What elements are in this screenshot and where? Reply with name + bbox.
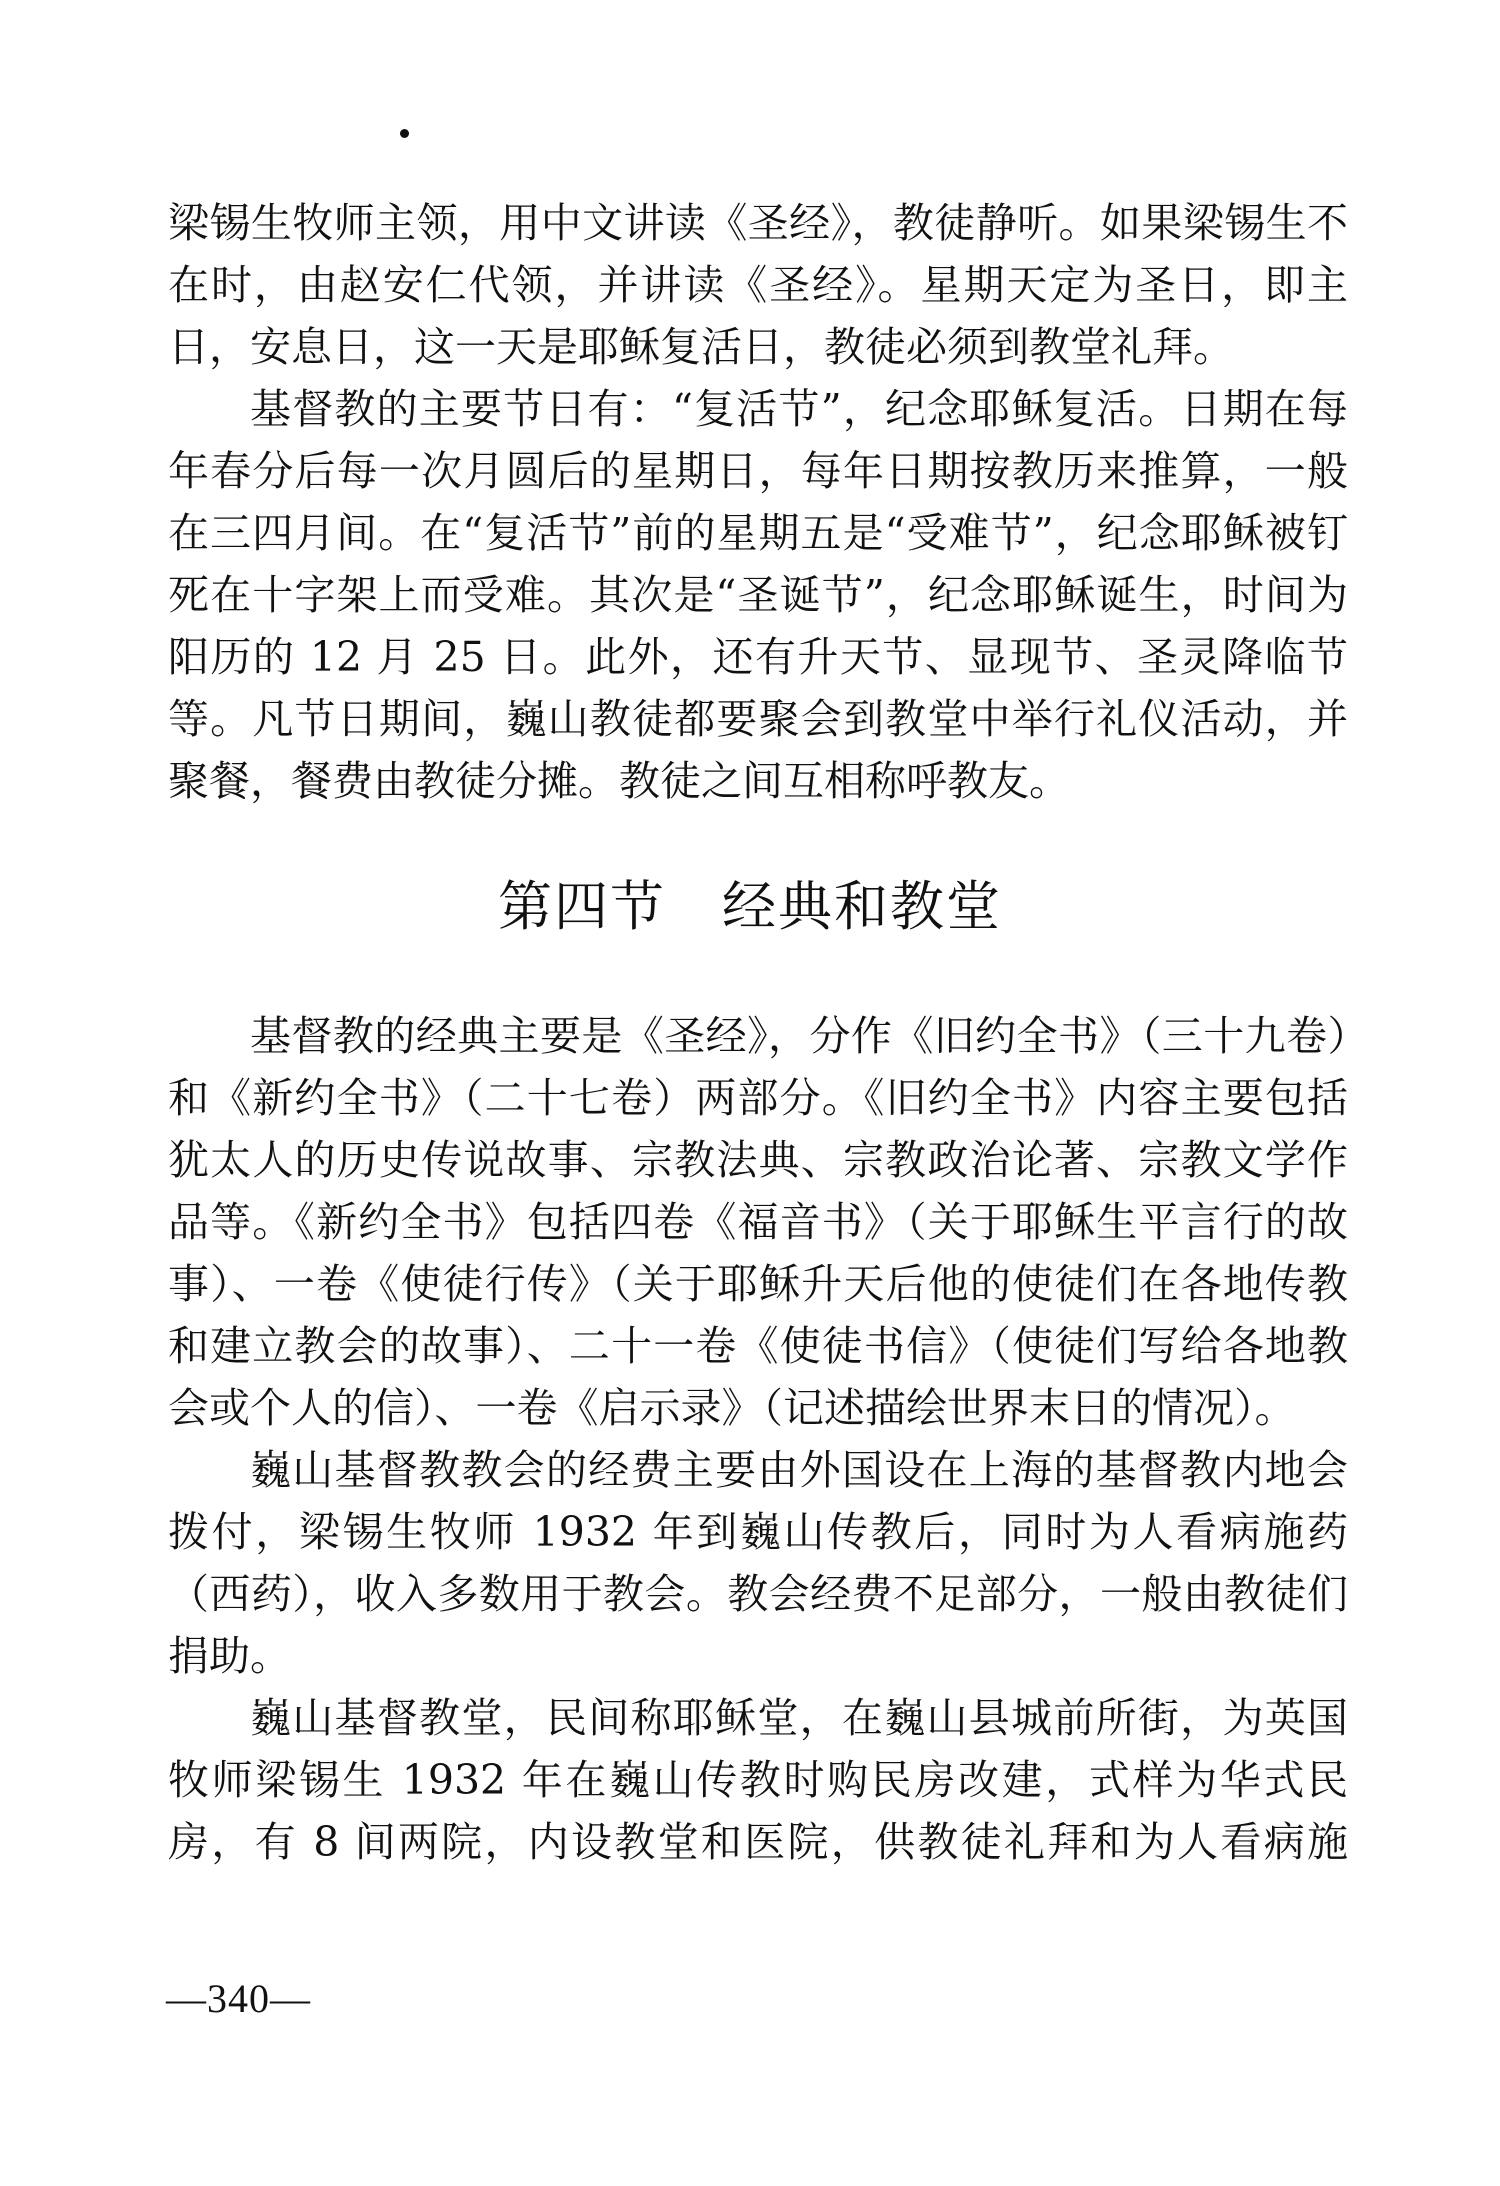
section-title: 第四节 经典和教堂	[498, 875, 1002, 938]
ink-dot	[400, 129, 409, 138]
paragraph: 基督教的经典主要是《圣经》，分作《旧约全书》（三十九卷）和《新约全书》（二十七卷）两部分。《旧约全书》内容主要包括犹太人的历史传说故事、宗教法典、宗教政治论著、宗教文学作品等。《新约全书》包括四卷《福音书》（关于耶稣生平言行的故事）、一卷《使徒行传》（关于耶稣升天后他的使徒们在各地传教和建立教会的故事）、二十一卷《使徒书信》（使徒们写给各地教会或个人的信）、一卷《启示录》（记述描绘世界末日的情况）。	[168, 1012, 1348, 1432]
page-number: —340—	[166, 1976, 311, 2021]
paragraph: 梁锡生牧师主领，用中文讲读《圣经》，教徒静听。如果梁锡生不在时，由赵安仁代领，并讲读《圣经》。星期天定为圣日，即主日，安息日，这一天是耶稣复活日，教徒必须到教堂礼拜。	[168, 199, 1348, 371]
paragraph: 基督教的主要节日有：“复活节”，纪念耶稣复活。日期在每年春分后每一次月圆后的星期日，每年日期按教历来推算，一般在三四月间。在“复活节”前的星期五是“受难节”，纪念耶稣被钉死在十字架上而受难。其次是“圣诞节”，纪念耶稣诞生，时间为阳历的 12 月 25 日。此外，还有升天节、显现节、圣灵降临节等。凡节日期间，巍山教徒都要聚会到教堂中举行礼仪活动，并聚餐，餐费由教徒分摊。教徒之间互相称呼教友。	[168, 385, 1348, 805]
body-text-bottom	[168, 1005, 1348, 1873]
paragraph: 巍山基督教教会的经费主要由外国设在上海的基督教内地会拨付，梁锡生牧师 1932 年到巍山传教后，同时为人看病施药（西药），收入多数用于教会。教会经费不足部分，一般由教徒们捐助。	[168, 1446, 1348, 1680]
paragraph: 巍山基督教堂，民间称耶稣堂，在巍山县城前所街，为英国牧师梁锡生 1932 年在巍山传教时购民房改建，式样为华式民房，有 8 间两院，内设教堂和医院，供教徒礼拜和为人看病施	[168, 1694, 1348, 1866]
body-text-top	[168, 192, 1348, 812]
